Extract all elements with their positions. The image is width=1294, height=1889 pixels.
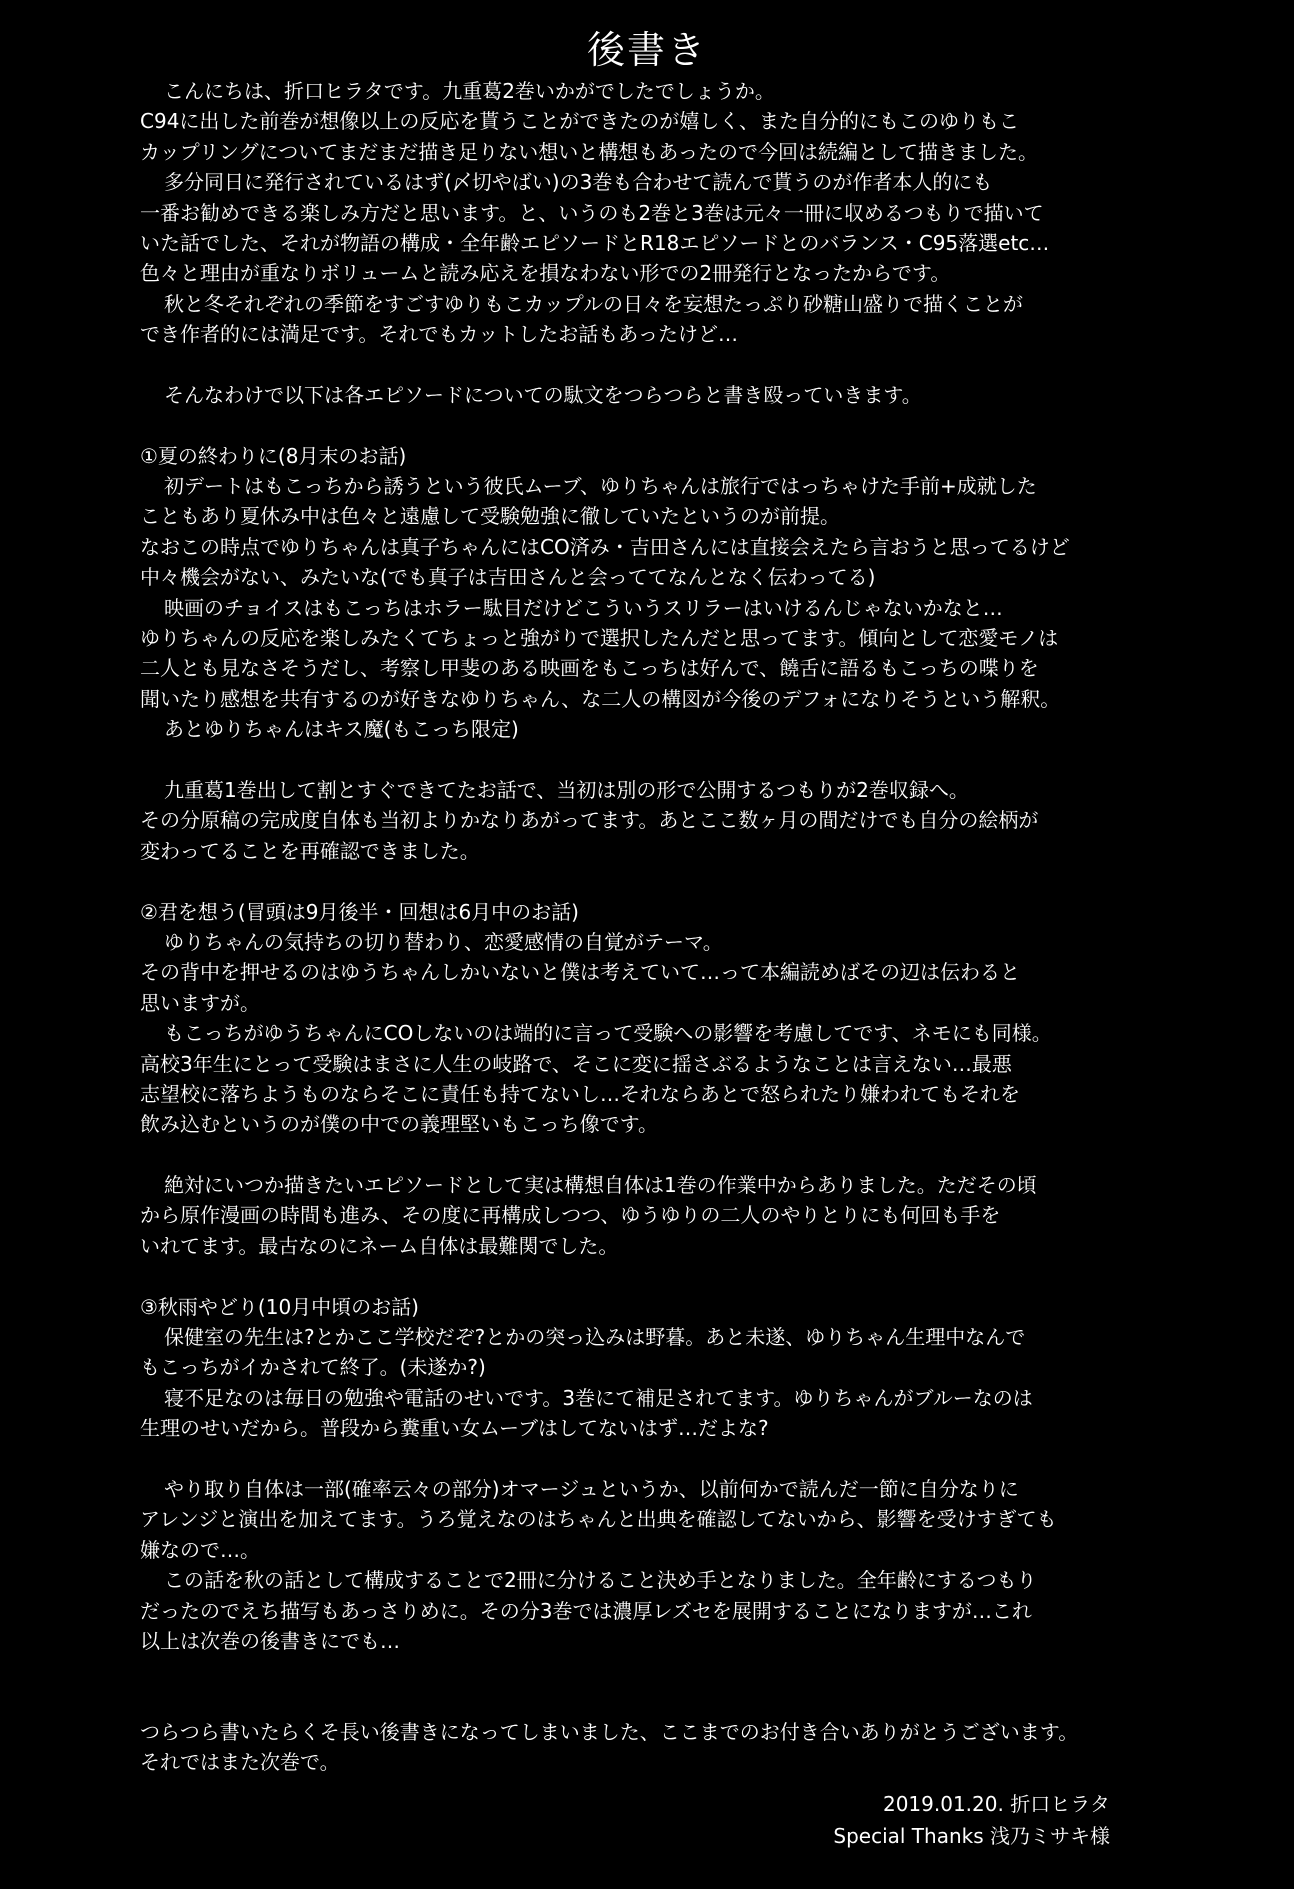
text-line: その背中を押せるのはゆうちゃんしかいないと僕は考えていて…って本編読めばその辺は伝わると (140, 960, 1020, 985)
text-line: なおこの時点でゆりちゃんは真子ちゃんにはCO済み・吉田さんには直接会えたら言おうと思ってるけど (140, 534, 1070, 559)
blank-line (140, 866, 1150, 896)
text-line: 初デートはもこっちから誘うという彼氏ムーブ、ゆりちゃんは旅行ではっちゃけた手前+成就した (164, 474, 1037, 499)
blank-line (140, 1687, 1150, 1717)
text-line: 保健室の先生は?とかここ学校だぞ?とかの突っ込みは野暮。あと未遂、ゆりちゃん生理中なんで (164, 1325, 1026, 1350)
text-line: ②君を想う(冒頭は9月後半・回想は6月中のお話) (140, 899, 579, 924)
text-line: 高校3年生にとって受験はまさに人生の岐路で、そこに変に揺さぶるようなことは言えない…最悪 (140, 1051, 1012, 1076)
blank-line (140, 1261, 1150, 1291)
text-line: つらつら書いたらくそ長い後書きになってしまいました、ここまでのお付き合いありがとうございます。 (140, 1720, 1079, 1745)
text-line: ゆりちゃんの反応を楽しみたくてちょっと強がりで選択したんだと思ってます。傾向として恋愛モノは (140, 626, 1059, 651)
text-line: 中々機会がない、みたいな(でも真子は吉田さんと会っててなんとなく伝わってる) (140, 565, 876, 590)
text-line: いた話でした、それが物語の構成・全年齢エピソードとR18エピソードとのバランス・C95落選etc… (140, 230, 1050, 255)
text-line: その分原稿の完成度自体も当初よりかなりあがってます。あとここ数ヶ月の間だけでも自分の絵柄が (140, 808, 1039, 833)
date-author-line: 2019.01.20. 折口ヒラタ (882, 1792, 1110, 1816)
text-line: いれてます。最古なのにネーム自体は最難関でした。 (140, 1233, 619, 1258)
text-line: ①夏の終わりに(8月末のお話) (140, 443, 407, 468)
text-line: 絶対にいつか描きたいエピソードとして実は構想自体は1巻の作業中からありました。ただその頃 (164, 1173, 1037, 1198)
page-title: 後書き (586, 28, 707, 72)
text-line: もこっちがゆうちゃんにCOしないのは端的に言って受験への影響を考慮してです、ネモにも同様。 (164, 1021, 1052, 1046)
text-line: あとゆりちゃんはキス魔(もこっち限定) (164, 717, 519, 742)
text-line: こともあり夏休み中は色々と遠慮して受験勉強に徹していたというのが前提。 (140, 504, 840, 529)
text-line: 思いますが。 (140, 990, 260, 1015)
text-line: それではまた次巻で。 (140, 1750, 340, 1775)
text-line: 生理のせいだから。普段から糞重い女ムーブはしてないはず…だよな? (140, 1416, 769, 1441)
blank-line (140, 745, 1150, 775)
text-line: 九重葛1巻出して割とすぐできてたお話で、当初は別の形で公開するつもりが2巻収録へ。 (164, 777, 969, 802)
blank-line (140, 350, 1150, 380)
text-line: 以上は次巻の後書きにでも… (140, 1628, 400, 1653)
blank-line (140, 410, 1150, 440)
text-line: 映画のチョイスはもこっちはホラー駄目だけどこういうスリラーはいけるんじゃないかなと… (164, 595, 1003, 620)
text-line: 志望校に落ちようものならそこに責任も持てないし…それならあとで怒られたり嫌われてもそれを (140, 1081, 1020, 1106)
blank-line (140, 1656, 1150, 1686)
text-line: 一番お勧めできる楽しみ方だと思います。と、いうのも2巻と3巻は元々一冊に収めるつもりで描いて (140, 200, 1044, 225)
text-line: 聞いたり感想を共有するのが好きなゆりちゃん、な二人の構図が今後のデフォになりそうという解釈。 (140, 686, 1061, 711)
text-line: ③秋雨やどり(10月中頃のお話) (140, 1294, 419, 1319)
text-line: でき作者的には満足です。それでもカットしたお話もあったけど… (140, 322, 738, 347)
text-line: もこっちがイかされて終了。(未遂か?) (140, 1355, 486, 1380)
text-line: 色々と理由が重なりボリュームと読み応えを損なわない形での2冊発行となったからです。 (140, 261, 951, 286)
text-line: この話を秋の話として構成することで2冊に分けること決め手となりました。全年齢にするつもり (164, 1568, 1037, 1593)
text-line: C94に出した前巻が想像以上の反応を貰うことができたのが嬉しく、また自分的にもこのゆりもこ (140, 109, 1020, 134)
text-line: ゆりちゃんの気持ちの切り替わり、恋愛感情の自覚がテーマ。 (164, 929, 723, 954)
text-line: 秋と冬それぞれの季節をすごすゆりもこカップルの日々を妄想たっぷり砂糖山盛りで描くことが (164, 291, 1023, 316)
blank-line (140, 1140, 1150, 1170)
blank-line (140, 1444, 1150, 1474)
afterword-body (140, 76, 1150, 1778)
text-line: 飲み込むというのが僕の中での義理堅いもこっち像です。 (140, 1112, 658, 1137)
text-line: カップリングについてまだまだ描き足りない想いと構想もあったので今回は続編として描きました。 (140, 139, 1038, 164)
special-thanks-line: Special Thanks 浅乃ミサキ様 (833, 1824, 1110, 1848)
text-line: 寝不足なのは毎日の勉強や電話のせいです。3巻にて補足されてます。ゆりちゃんがブルーなのは (164, 1385, 1033, 1410)
text-line: 二人とも見なさそうだし、考察し甲斐のある映画をもこっちは好んで、饒舌に語るもこっちの喋りを (140, 656, 1039, 681)
text-line: 嫌なので…。 (140, 1537, 260, 1562)
text-line: だったのでえち描写もあっさりめに。その分3巻では濃厚レズセを展開することになりますが…これ (140, 1598, 1032, 1623)
text-line: から原作漫画の時間も進み、その度に再構成しつつ、ゆうゆりの二人のやりとりにも何回も手を (140, 1203, 1001, 1228)
signature-block (833, 1788, 1110, 1852)
text-line: こんにちは、折口ヒラタです。九重葛2巻いかがでしたでしょうか。 (164, 79, 775, 103)
text-line: やり取り自体は一部(確率云々の部分)オマージュというか、以前何かで読んだ一節に自分なりに (164, 1476, 1019, 1501)
text-line: そんなわけで以下は各エピソードについての駄文をつらつらと書き殴っていきます。 (164, 382, 922, 407)
text-line: 変わってることを再確認できました。 (140, 838, 480, 863)
text-line: 多分同日に発行されているはず(〆切やばい)の3巻も合わせて読んで貰うのが作者本人的にも (164, 170, 993, 195)
text-line: アレンジと演出を加えてます。うろ覚えなのはちゃんと出典を確認してないから、影響を受けすぎても (140, 1507, 1057, 1532)
